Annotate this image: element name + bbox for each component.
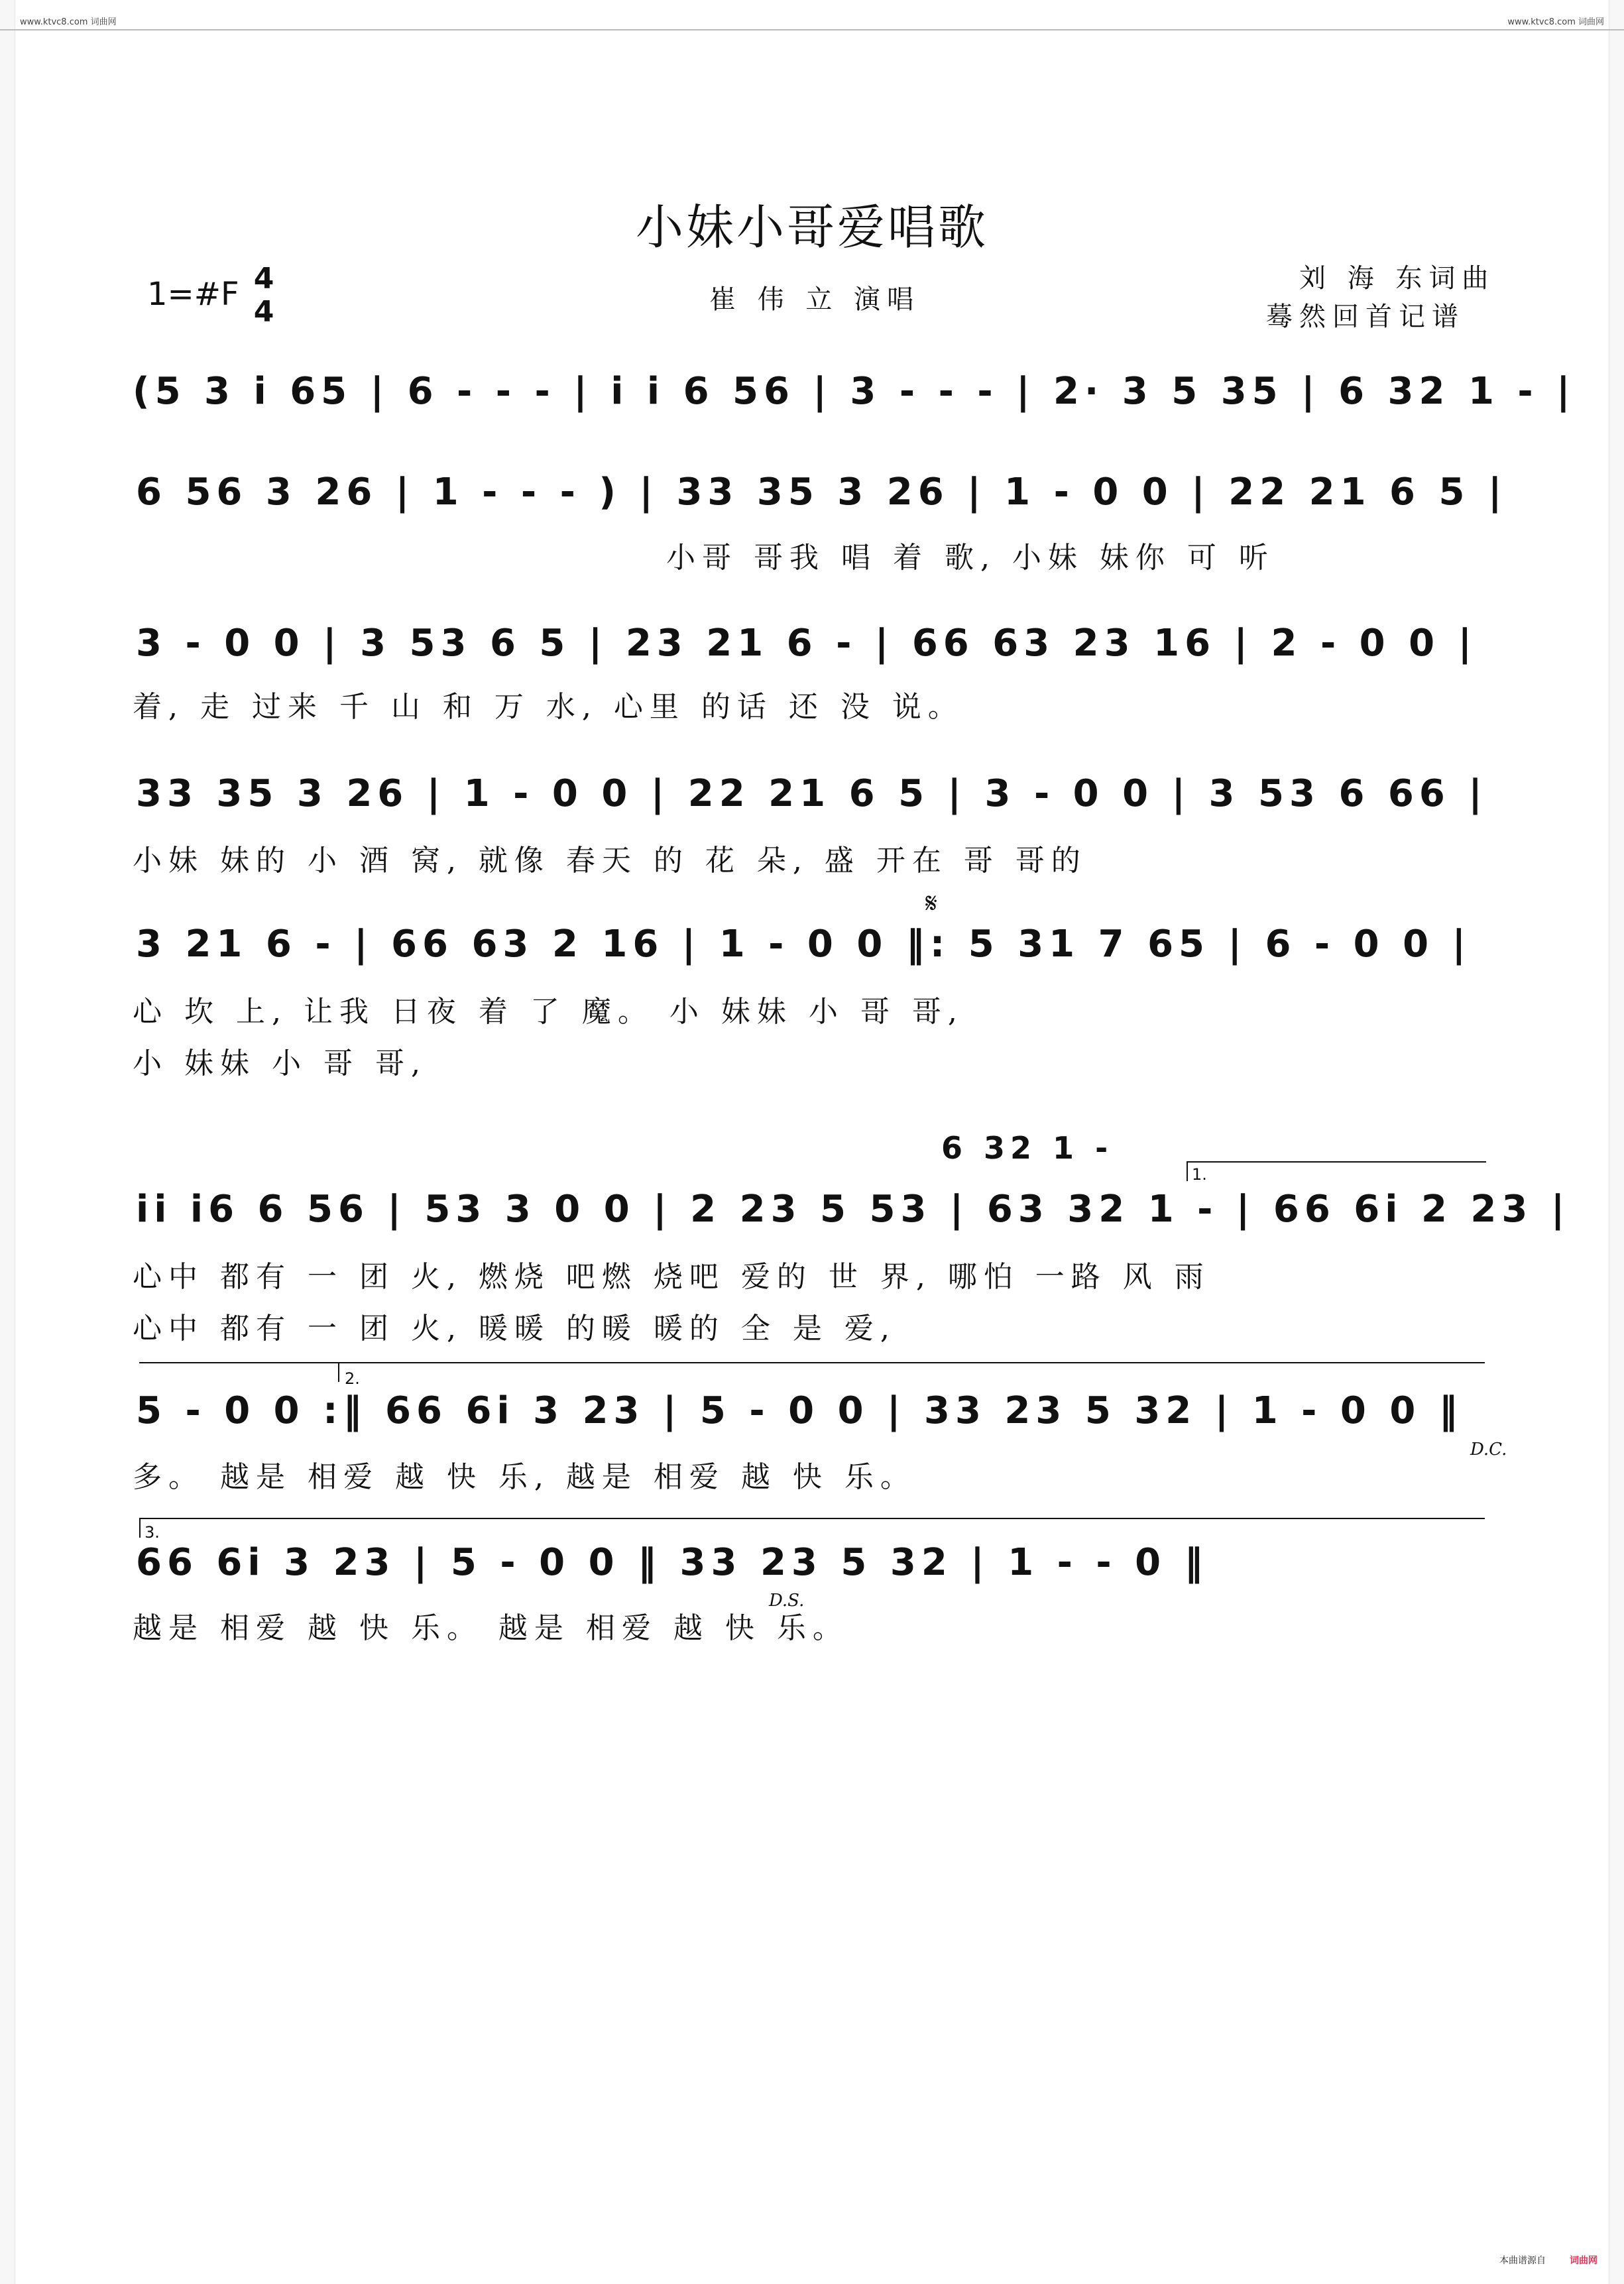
lyric-line-4: 小妹 妹的 小 酒 窝, 就像 春天 的 花 朵, 盛 开在 哥 哥的 <box>133 844 1087 878</box>
lyric-line-3: 着, 走 过来 千 山 和 万 水, 心里 的话 还 没 说。 <box>133 690 964 724</box>
volta-2-hook <box>338 1362 339 1382</box>
time-signature <box>251 262 277 329</box>
dc-mark: D.C. <box>1470 1440 1507 1459</box>
lyric-line-7: 多。 越是 相爱 越 快 乐, 越是 相爱 越 快 乐。 <box>133 1460 916 1494</box>
transcriber: 蓦然回首记谱 <box>1266 302 1465 332</box>
score-line-3: 3 - 0 0 | 3 53 6 5 | 23 21 6 - | 66 63 23 16 | 2 - 0 0 | <box>136 622 1478 665</box>
header-rule <box>0 29 1624 30</box>
lyric-line-5b: 小 妹妹 小 哥 哥, <box>133 1047 427 1080</box>
page-title: 小妹小哥爱唱歌 <box>635 200 988 255</box>
score-line-7: 5 - 0 0 :‖ 66 6i 3 23 | 5 - 0 0 | 33 23 5 32 | 1 - 0 0 ‖ <box>136 1389 1463 1432</box>
score-line-6: ii i6 6 56 | 53 3 0 0 | 2 23 5 53 | 63 32 1 - | 66 6i 2 23 | <box>136 1188 1570 1231</box>
score-line-8: 66 6i 3 23 | 5 - 0 0 ‖ 33 23 5 32 | 1 - - 0 ‖ <box>136 1541 1208 1584</box>
segno-sign: 𝄋 <box>925 887 938 919</box>
ds-mark: D.S. <box>769 1591 805 1611</box>
right-margin-strip <box>1609 0 1624 2284</box>
volta-1-hook <box>1187 1161 1188 1181</box>
performer: 崔 伟 立 演唱 <box>709 284 921 315</box>
lyric-line-6a: 心中 都有 一 团 火, 燃烧 吧燃 烧吧 爱的 世 界, 哪怕 一路 风 雨 <box>133 1260 1210 1294</box>
lyric-line-5a: 心 坎 上, 让我 日夜 着 了 魔。 小 妹妹 小 哥 哥, <box>133 995 964 1029</box>
volta-1-bracket <box>1187 1161 1486 1163</box>
lyric-line-2: 小哥 哥我 唱 着 歌, 小妹 妹你 可 听 <box>666 541 1275 575</box>
lyric-line-8: 越是 相爱 越 快 乐。 越是 相爱 越 快 乐。 <box>133 1611 848 1645</box>
volta-3-hook <box>139 1518 141 1538</box>
time-signature-bottom: 4 <box>253 295 274 329</box>
lyric-line-6b: 心中 都有 一 团 火, 暖暖 的暖 暖的 全 是 爱, <box>133 1312 896 1345</box>
volta-3-label: 3. <box>145 1523 160 1542</box>
footer-source: 本曲谱源自 <box>1499 2255 1546 2266</box>
score-line-5: 3 21 6 - | 66 63 2 16 | 1 - 0 0 ‖: 5 31 7 65 | 6 - 0 0 | <box>136 923 1472 966</box>
footer-brand: 词曲网 <box>1570 2255 1597 2266</box>
score-line-2: 6 56 3 26 | 1 - - - ) | 33 35 3 26 | 1 - 0 0 | 22 21 6 5 | <box>136 471 1507 514</box>
left-margin-strip <box>0 0 15 2284</box>
volta-2-label: 2. <box>345 1369 360 1388</box>
score-line-1: (5 3 i 65 | 6 - - - | i i 6 56 | 3 - - - | 2· 3 5 35 | 6 32 1 - | <box>133 370 1576 413</box>
volta-1-label: 1. <box>1192 1165 1207 1184</box>
composer: 刘 海 东词曲 <box>1299 263 1495 294</box>
key-signature: 1=#F <box>147 276 239 313</box>
score-line-4: 33 35 3 26 | 1 - 0 0 | 22 21 6 5 | 3 - 0 0 | 3 53 6 66 | <box>136 772 1487 815</box>
ossia-notes: 6 32 1 - <box>941 1130 1114 1166</box>
time-signature-top: 4 <box>253 262 274 296</box>
header-site-right: www.ktvc8.com 词曲网 <box>1507 17 1604 27</box>
volta-3-bracket <box>139 1518 1485 1519</box>
volta-bracket-top <box>139 1362 1485 1363</box>
header-site-left: www.ktvc8.com 词曲网 <box>20 17 117 27</box>
